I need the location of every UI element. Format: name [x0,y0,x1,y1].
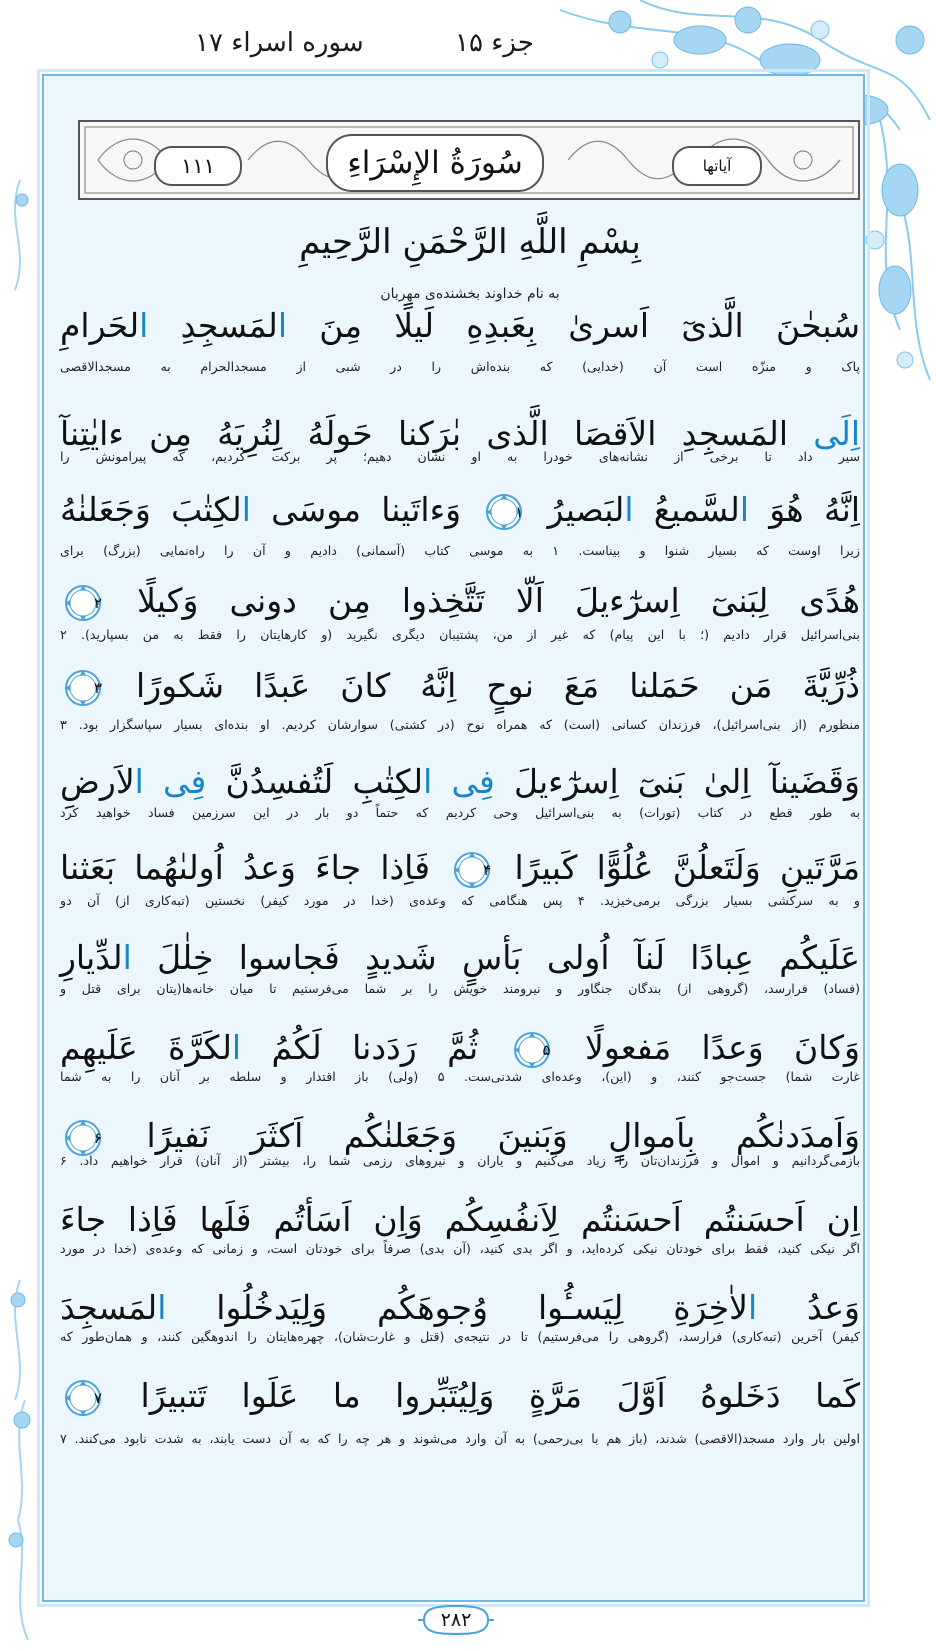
arabic-text: لمَسجِدِ [148,306,278,345]
arabic-text: لحَرامِ [60,306,140,345]
verse-number: ۱ [515,503,524,521]
verse-number: ۲ [93,594,102,612]
verse-number-marker [485,493,523,531]
verse-number: ۴ [483,861,492,879]
translation-line: بازمی‌گردانیم و اموال و فرزندان‌تان را زیاد می‌کنیم و یاران و نیروهای رزمی شما را، بیشتر (از آنان) قرار خواهیم داد. ۶ [60,1153,860,1168]
arabic-text: لاٰخِرَةِ لِيَسـُٔوا وُجوهَكُم وَلِيَدخُلُوا [166,1288,748,1327]
arabic-highlight: ا [134,762,144,801]
arabic-text: فَاِذا جاءَ وَعدُ اُولىٰهُما بَعَثنا [60,848,450,887]
arabic-text: لمَسجِدَ [60,1288,158,1327]
verse-number: ۷ [93,1389,102,1407]
arabic-text [144,762,163,801]
arabic-line [60,932,860,984]
translation-line: به طور قطع در کتاب (تورات) به بنی‌اسرائیل وحی کردیم که حتماً دو بار در این سرزمین فساد خواهید کرد [60,805,860,820]
ayat-label: آیاتها [672,146,762,186]
translation-line: زیرا اوست که بسیار شنوا و بیناست. ۱ به موسی کتاب (آسمانی) دادیم و آن را راه‌نمایی (بزرگ) برای [60,543,860,558]
arabic-text: ذُرِّيَّةَ مَن حَمَلنا مَعَ نوحٍ اِنَّهُ كانَ عَبدًا شَكورًا [106,666,860,705]
translation-line: و به سرکشی بسیار بزرگی برمی‌خیزید. ۴ پس هنگامی که وعده‌ی (خدا در مورد کیفر) نخستین (تبه‌کاری از) آن دو [60,893,861,908]
surah-title: سُورَةُ الإِسْرَاءِ [326,134,544,192]
bismillah-translation: به نام خداوند بخشنده‌ی مهربان [380,286,560,302]
arabic-text: مَرَّتَينِ وَلَتَعلُنَّ عُلُوًّا كَبيرًا [495,848,860,887]
verse-number-marker [453,851,491,889]
verse-number-marker [64,1379,102,1417]
translation-line: کیفر) آخرین (تبه‌کاری) فرارسد، (گروهی را می‌فرستیم) تا در نتیجه‌ی (قتل و غارت‌شان)، چهره‌هایتان را اندوهگین کنند، و همان‌طور که [60,1329,860,1344]
arabic-line [60,1370,860,1422]
arabic-text: لدِّيارِ [60,938,123,977]
arabic-text: لاَرضِ [60,762,135,801]
arabic-text: وَكانَ وَعدًا مَفعولًا [554,1028,860,1067]
translation-line: پاک و منزّه است آن (خدایی) که بنده‌اش را در شبی از مسجدالحرام به مسجدالاقصی [60,359,860,374]
arabic-highlight: ا [747,1288,758,1327]
arabic-highlight: اِلَى [813,414,860,453]
bismillah: بِسْمِ اللَّهِ الرَّحْمَنِ الرَّحِيمِ [299,222,641,262]
arabic-highlight: ا [624,490,634,529]
arabic-text: وَعدُ [757,1288,860,1327]
translation-line: اولین بار وارد مسجد(الاقصی) شدند، (باز هم با بی‌رحمی) به آن وارد می‌شوند و هر چه را که به آن دست یابند، به شدت نابود می‌کنند. ۷ [60,1431,860,1446]
verse-number-marker [64,669,102,707]
verse-number: ۳ [93,679,102,697]
arabic-highlight: فِى [163,762,207,801]
arabic-line [60,842,860,894]
arabic-highlight: ا [231,1028,242,1067]
surah-label: سوره اسراء ۱۷ [195,28,364,58]
arabic-text: عَلَيكُم عِبادًا لَنآ اُولى بَأسٍ شَديدٍ فَجاسوا خِلٰلَ [131,938,860,977]
verse-number-marker [513,1031,551,1069]
arabic-highlight: ا [139,306,149,345]
translation-line: بنی‌اسرائیل قرار دادیم (؛ با این پیام) که غیر از من، پشتیبان دیگری نگیرید (و کارهایتان را فقط به من بسپارید). ۲ [60,627,860,642]
verse-number-marker [64,584,102,622]
arabic-text: المَسجِدِ الاَقصَا الَّذى بٰرَكنا حَولَهُ لِنُرِيَهُ مِن ءايٰتِنآ [60,414,814,453]
arabic-highlight: ا [423,762,433,801]
translation-line: (فساد) فرارسد، (گروهی از) بندگان جنگاور و نیرومند خویش را بر شما می‌فرستیم تا میان خانه‌ها(یتان برای قتل و [60,981,860,996]
arabic-line [60,575,860,627]
verse-number: ۶ [93,1129,102,1147]
translation-line: غارت شما) جست‌جو کنند، و (این)، وعده‌ای شدنی‌ست. ۵ (ولی) باز اقتدار و سلطه بر آنان را به شما [60,1069,860,1084]
arabic-highlight: ا [157,1288,167,1327]
arabic-text: لسَّميعُ [633,490,740,529]
arabic-text: اِنَّهُ هُوَ [749,490,860,529]
arabic-text: هُدًى لِبَنىٓ اِسرٰٓءيلَ اَلّا تَتَّخِذوا مِن دونى وَكيلًا [106,581,860,620]
arabic-line [60,756,860,808]
arabic-text: لكِتٰبَ وَجَعَلنٰهُ [60,490,242,529]
arabic-line [60,660,860,712]
arabic-highlight: ا [241,490,251,529]
arabic-highlight: فِى [451,762,495,801]
translation-line: منظورم (از بنی‌اسرائیل)، فرزندان کسانی (است) که همراه نوح (در کشتی) سوارشان کردیم. او بنده‌ای بسیار سپاسگزار بود. ۳ [60,717,860,732]
arabic-highlight: ا [277,306,287,345]
arabic-line [60,484,860,536]
arabic-text: وَقَضَينآ اِلىٰ بَنىٓ اِسرٰٓءيلَ [494,762,860,801]
ayat-count-badge: ۱۱۱ [154,146,242,186]
verse-number: ۵ [542,1041,551,1059]
arabic-text: سُبحٰنَ الَّذىٓ اَسرىٰ بِعَبدِهِ لَيلًا مِنَ [286,306,861,345]
arabic-text: اِن اَحسَنتُم اَحسَنتُم لِاَنفُسِكُم وَاِن اَسَأتُم فَلَها فَاِذا جاءَ [60,1200,860,1239]
arabic-highlight: ا [122,938,132,977]
arabic-highlight: ا [739,490,750,529]
arabic-text: لكِتٰبِ لَتُفسِدُنَّ [206,762,424,801]
arabic-text: لبَصيرُ [527,490,625,529]
arabic-text [432,762,451,801]
arabic-text: وَاَمدَدنٰكُم بِاَموالٍ وَبَنينَ وَجَعَلنٰكُم اَكثَرَ نَفيرًا [106,1116,860,1155]
arabic-text: وَءاتَينا موسَى [250,490,482,529]
arabic-line [60,300,860,352]
page-number: ۲۸۲ [440,1609,472,1631]
arabic-text: لكَرَّةَ عَلَيهِم [60,1028,232,1067]
arabic-text: ثُمَّ رَدَدنا لَكُمُ [241,1028,509,1067]
juz-label: جزء ۱۵ [455,28,534,58]
translation-line: اگر نیکی کنید، فقط برای خودتان نیکی کرده‌اید، و اگر بدی کنید، (آن بدی) صرفاً برای خودتان است، و زمانی که وعده‌ی (خدا در مورد [60,1241,860,1256]
arabic-text: كَما دَخَلوهُ اَوَّلَ مَرَّةٍ وَلِيُتَبِّروا ما عَلَوا تَتبيرًا [106,1376,860,1415]
translation-line: سیر داد تا برخی از نشانه‌های خودرا به او نشان دهیم؛ پر برکت کردیم، که پیرامونش را [60,449,860,464]
